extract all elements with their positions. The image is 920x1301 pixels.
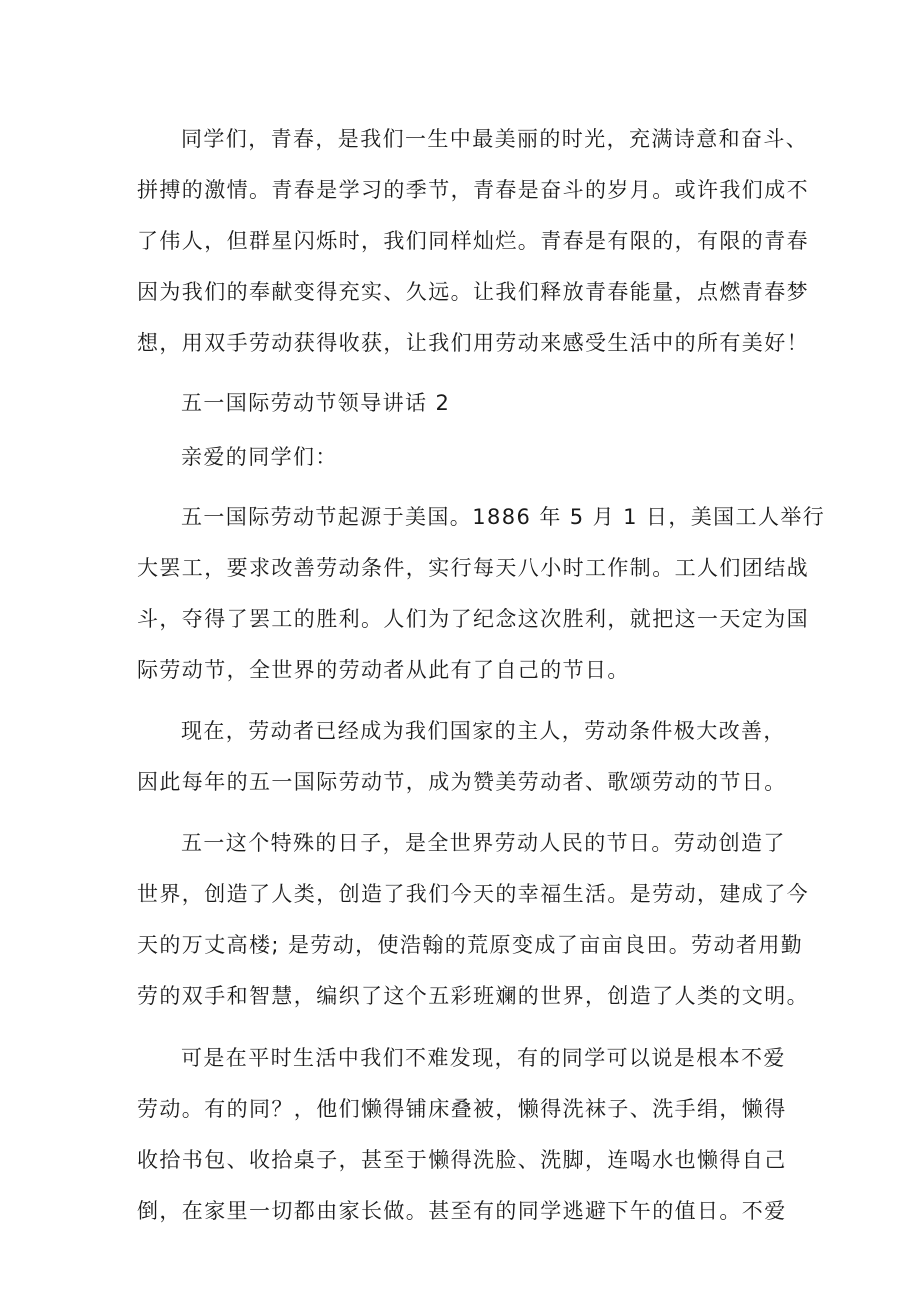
section-title: 五一国际劳动节领导讲话 2: [181, 391, 451, 415]
paragraph-1-line-3: 了伟人，但群星闪烁时，我们同样灿烂。青春是有限的，有限的青春: [137, 229, 809, 253]
paragraph-2-line-3: 斗，夺得了罢工的胜利。人们为了纪念这次胜利，就把这一天定为国: [137, 607, 809, 631]
paragraph-5-line-3: 收拾书包、收拾桌子，甚至于懒得洗脸、洗脚，连喝水也懒得自己: [137, 1148, 787, 1172]
paragraph-2-line-4: 际劳动节，全世界的劳动者从此有了自己的节日。: [137, 658, 630, 682]
paragraph-1-line-2: 拼搏的激情。青春是学习的季节，青春是奋斗的岁月。或许我们成不: [137, 178, 809, 202]
paragraph-1-line-5: 想，用双手劳动获得收获，让我们用劳动来感受生活中的所有美好！: [137, 331, 809, 355]
paragraph-5-line-4: 倒，在家里一切都由家长做。甚至有的同学逃避下午的值日。不爱: [137, 1199, 787, 1223]
paragraph-1-line-1: 同学们，青春，是我们一生中最美丽的时光，充满诗意和奋斗、: [181, 127, 809, 151]
paragraph-1-line-4: 因为我们的奉献变得充实、久远。让我们释放青春能量，点燃青春梦: [137, 280, 809, 304]
salutation: 亲爱的同学们：: [181, 445, 338, 469]
paragraph-4-line-3: 天的万丈高楼; 是劳动，使浩翰的荒原变成了亩亩良田。劳动者用勤: [137, 933, 804, 957]
paragraph-4-line-4: 劳的双手和智慧，编织了这个五彩班斓的世界，创造了人类的文明。: [137, 984, 809, 1008]
paragraph-5-line-2: 劳动。有的同？，他们懒得铺床叠被，懒得洗袜子、洗手绢，懒得: [137, 1097, 787, 1121]
paragraph-4-line-2: 世界，创造了人类，创造了我们今天的幸福生活。是劳动，建成了今: [137, 882, 809, 906]
paragraph-5-line-1: 可是在平时生活中我们不难发现，有的同学可以说是根本不爱: [181, 1046, 786, 1070]
paragraph-3-line-1: 现在，劳动者已经成为我们国家的主人，劳动条件极大改善，: [181, 719, 786, 743]
paragraph-2-line-2: 大罢工，要求改善劳动条件，实行每天八小时工作制。工人们团结战: [137, 556, 809, 580]
paragraph-4-line-1: 五一这个特殊的日子，是全世界劳动人民的节日。劳动创造了: [181, 831, 786, 855]
paragraph-2-line-1: 五一国际劳动节起源于美国。1886 年 5 月 1 日，美国工人举行: [181, 505, 826, 529]
paragraph-3-line-2: 因此每年的五一国际劳动节，成为赞美劳动者、歌颂劳动的节日。: [137, 770, 787, 794]
